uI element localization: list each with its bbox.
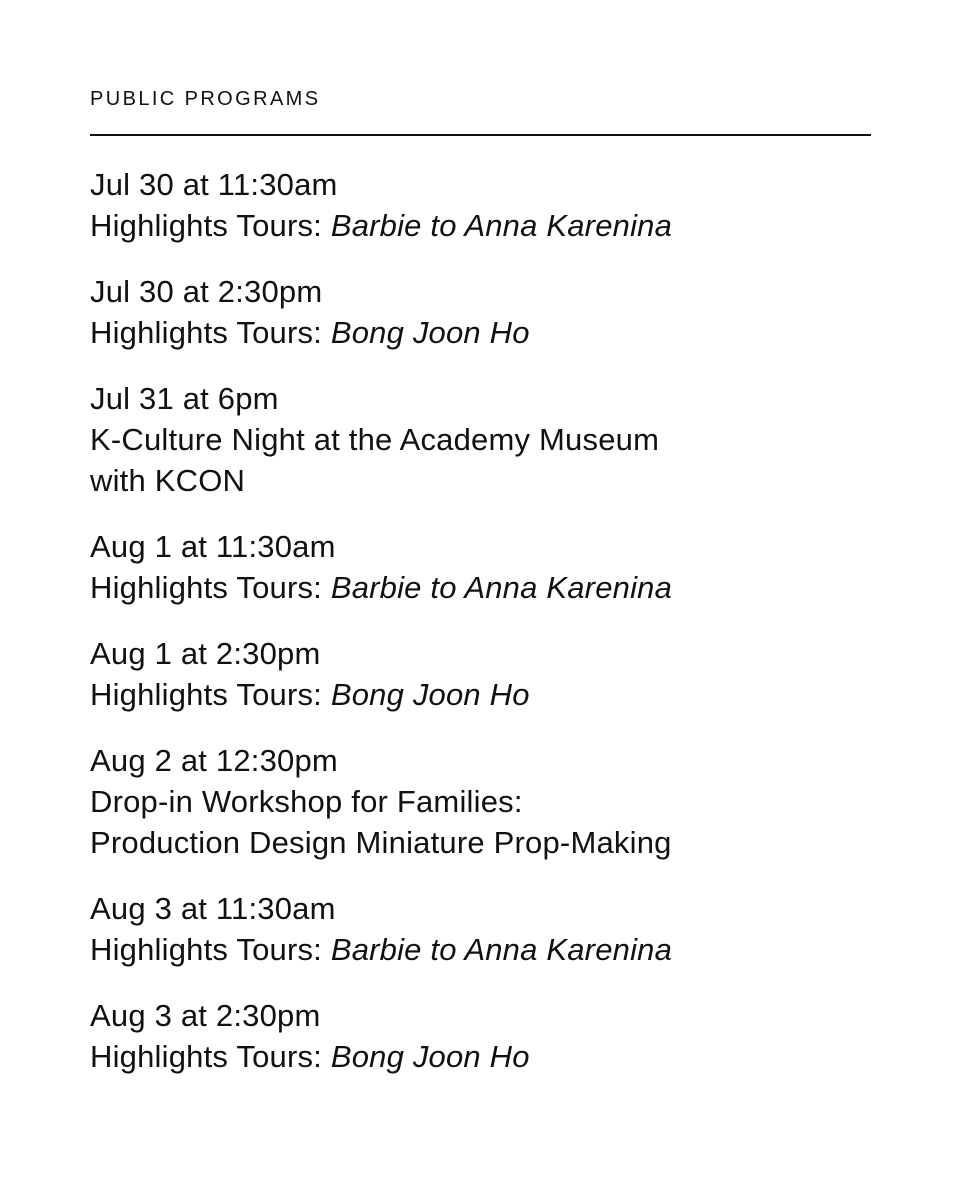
event-title-emphasis: Bong Joon Ho — [330, 677, 530, 712]
event-title-emphasis: Barbie to Anna Karenina — [330, 208, 673, 243]
event-list — [90, 164, 871, 1102]
event-title-emphasis: Barbie to Anna Karenina — [330, 932, 673, 967]
event-item — [90, 271, 871, 353]
event-title-emphasis: Barbie to Anna Karenina — [330, 570, 673, 605]
event-title — [90, 781, 871, 822]
event-title-text: Highlights Tours: — [90, 570, 331, 605]
event-date: Aug 3 at 11:30am — [90, 891, 336, 926]
event-title-text: Highlights Tours: — [90, 932, 331, 967]
event-date: Aug 1 at 11:30am — [90, 529, 336, 564]
event-title-emphasis: Bong Joon Ho — [330, 1039, 530, 1074]
event-date: Aug 3 at 2:30pm — [90, 998, 321, 1033]
event-item — [90, 164, 871, 246]
event-title-emphasis: Bong Joon Ho — [330, 315, 530, 350]
event-title — [90, 312, 871, 353]
event-title-text: Production Design Miniature Prop-Making — [90, 825, 672, 860]
event-title — [90, 460, 871, 501]
event-title-text: Highlights Tours: — [90, 208, 331, 243]
event-title-text: Highlights Tours: — [90, 1039, 331, 1074]
event-title-text: Highlights Tours: — [90, 315, 331, 350]
event-date: Aug 2 at 12:30pm — [90, 743, 338, 778]
event-title-text: with KCON — [90, 463, 246, 498]
event-date: Jul 31 at 6pm — [90, 381, 279, 416]
event-title-text: K-Culture Night at the Academy Museum — [90, 422, 660, 457]
event-title — [90, 1036, 871, 1077]
event-date: Aug 1 at 2:30pm — [90, 636, 321, 671]
section-label: PUBLIC PROGRAMS — [90, 88, 321, 110]
event-title — [90, 419, 871, 460]
event-item — [90, 526, 871, 608]
event-item — [90, 888, 871, 970]
event-title — [90, 567, 871, 608]
event-title — [90, 822, 871, 863]
event-title — [90, 929, 871, 970]
event-item — [90, 740, 871, 863]
event-date: Jul 30 at 11:30am — [90, 167, 338, 202]
event-item — [90, 378, 871, 501]
event-date: Jul 30 at 2:30pm — [90, 274, 323, 309]
event-title-text: Drop-in Workshop for Families: — [90, 784, 523, 819]
event-title — [90, 674, 871, 715]
divider-rule — [90, 134, 871, 136]
event-title — [90, 205, 871, 246]
event-title-text: Highlights Tours: — [90, 677, 331, 712]
event-item — [90, 995, 871, 1077]
event-item — [90, 633, 871, 715]
